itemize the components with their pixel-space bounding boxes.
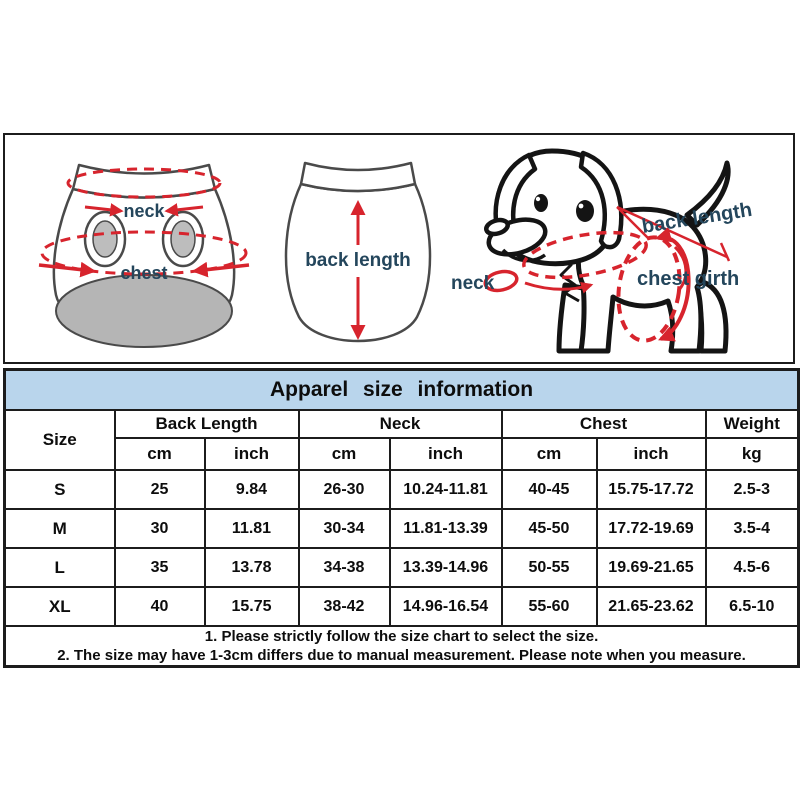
- col-header-back-length: Back Length: [115, 410, 299, 438]
- cell-back-cm: 35: [115, 548, 205, 587]
- unit-back-cm: cm: [115, 438, 205, 470]
- cell-neck-cm: 26-30: [299, 470, 390, 509]
- garment-front-bottom-opening: [56, 275, 232, 347]
- table-row-xl: [5, 587, 799, 626]
- table-row-m: [5, 509, 799, 548]
- cell-size: M: [5, 509, 115, 548]
- cell-back-cm: 40: [115, 587, 205, 626]
- cell-back-inch: 13.78: [205, 548, 299, 587]
- cell-weight: 4.5-6: [706, 548, 799, 587]
- dog-left-eye-glint: [536, 197, 540, 201]
- size-notes: [5, 626, 799, 667]
- size-table: [3, 368, 800, 668]
- cell-chest-inch: 17.72-19.69: [597, 509, 706, 548]
- unit-chest-inch: inch: [597, 438, 706, 470]
- cell-neck-cm: 38-42: [299, 587, 390, 626]
- cell-weight: 6.5-10: [706, 587, 799, 626]
- cell-neck-cm: 30-34: [299, 509, 390, 548]
- unit-neck-inch: inch: [390, 438, 502, 470]
- cell-neck-cm: 34-38: [299, 548, 390, 587]
- cell-weight: 3.5-4: [706, 509, 799, 548]
- table-group-header-row: [5, 410, 799, 438]
- dog-measurement-diagram: [437, 137, 793, 363]
- table-title-row: [5, 370, 799, 411]
- cell-back-inch: 9.84: [205, 470, 299, 509]
- cell-neck-inch: 10.24-11.81: [390, 470, 502, 509]
- note-line-1: 1. Please strictly follow the size chart to select the size.: [204, 628, 599, 645]
- cell-chest-cm: 55-60: [502, 587, 597, 626]
- cell-chest-inch: 21.65-23.62: [597, 587, 706, 626]
- cell-back-cm: 25: [115, 470, 205, 509]
- unit-back-inch: inch: [205, 438, 299, 470]
- garment-back-diagram: [267, 149, 449, 361]
- col-header-size: Size: [5, 410, 115, 470]
- cell-neck-inch: 13.39-14.96: [390, 548, 502, 587]
- note-line-2: 2. The size may have 1-3cm differs due to manual measurement. Please note when you measure.: [57, 647, 746, 664]
- cell-chest-cm: 40-45: [502, 470, 597, 509]
- col-header-chest: Chest: [502, 410, 706, 438]
- measurement-diagrams-panel: [3, 133, 795, 364]
- cell-chest-cm: 50-55: [502, 548, 597, 587]
- dog-back-length-label: back length: [640, 198, 754, 238]
- dog-chest-girth-label: chest girth: [637, 268, 740, 290]
- cell-weight: 2.5-3: [706, 470, 799, 509]
- cell-size: S: [5, 470, 115, 509]
- garment-front-left-armhole-inner: [93, 221, 117, 257]
- dog-neck-label: neck: [451, 273, 495, 294]
- table-unit-header-row: [5, 438, 799, 470]
- cell-neck-inch: 11.81-13.39: [390, 509, 502, 548]
- cell-chest-inch: 19.69-21.65: [597, 548, 706, 587]
- unit-weight-kg: kg: [706, 438, 799, 470]
- cell-back-cm: 30: [115, 509, 205, 548]
- cell-back-inch: 15.75: [205, 587, 299, 626]
- garment-front-diagram: [33, 149, 255, 361]
- dog-right-eye: [576, 200, 594, 222]
- garment-front-collar: [73, 165, 215, 198]
- cell-neck-inch: 14.96-16.54: [390, 587, 502, 626]
- cell-chest-cm: 45-50: [502, 509, 597, 548]
- cell-back-inch: 11.81: [205, 509, 299, 548]
- back-length-label: back length: [305, 250, 411, 271]
- neck-label: neck: [123, 201, 165, 221]
- unit-chest-cm: cm: [502, 438, 597, 470]
- dog-right-eye-glint: [579, 204, 584, 209]
- table-row-l: [5, 548, 799, 587]
- dog-left-eye: [534, 194, 548, 212]
- chest-label: chest: [120, 263, 168, 283]
- col-header-weight: Weight: [706, 410, 799, 438]
- cell-size: XL: [5, 587, 115, 626]
- col-header-neck: Neck: [299, 410, 502, 438]
- cell-size: L: [5, 548, 115, 587]
- unit-neck-cm: cm: [299, 438, 390, 470]
- cell-chest-inch: 15.75-17.72: [597, 470, 706, 509]
- garment-back-collar: [301, 163, 415, 191]
- table-row-s: [5, 470, 799, 509]
- garment-front-right-armhole-inner: [171, 221, 195, 257]
- table-notes-row: [5, 626, 799, 667]
- table-title: Apparel size information: [5, 370, 799, 411]
